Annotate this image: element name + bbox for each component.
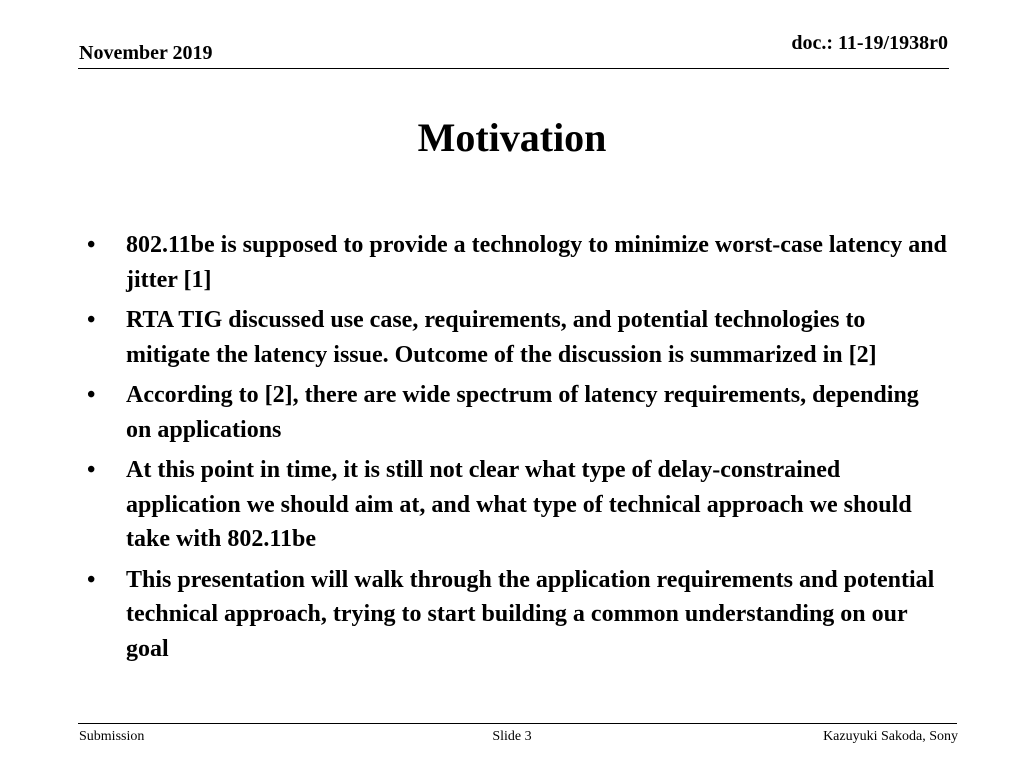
bullet-marker: • (87, 382, 96, 408)
header-divider (78, 68, 949, 69)
bullet-item (80, 453, 950, 557)
header-date: November 2019 (79, 42, 213, 64)
footer-author: Kazuyuki Sakoda, Sony (823, 729, 958, 744)
footer-submission: Submission (79, 729, 145, 744)
bullet-item (80, 303, 950, 372)
bullet-item (80, 563, 950, 667)
bullet-marker: • (87, 566, 96, 593)
bullet-marker: • (87, 232, 96, 258)
bullet-marker: • (87, 307, 96, 333)
bullet-text: 802.11be is supposed to provide a technology to minimize worst-case latency and jitter [1] (126, 232, 947, 293)
header-doc-id: doc.: 11-19/1938r0 (791, 32, 948, 54)
bullet-text: At this point in time, it is still not clear what type of delay-constrained application we should aim at, and what type of technical approach we should take with 802.11be (126, 457, 912, 552)
bullet-item (80, 228, 950, 297)
bullet-marker: • (87, 457, 96, 483)
bullet-text: According to [2], there are wide spectrum of latency requirements, depending on applications (126, 382, 919, 443)
footer-slide-number: Slide 3 (492, 729, 532, 744)
footer-divider (78, 723, 957, 724)
slide-title: Motivation (417, 115, 607, 160)
bullet-item (80, 378, 950, 447)
bullet-text: RTA TIG discussed use case, requirements, and potential technologies to mitigate the latency issue. Outcome of the discussion is summarized in [2] (126, 307, 877, 368)
bullet-text: This presentation will walk through the application requirements and potential technical approach, trying to start building a common understanding on our goal (126, 566, 935, 662)
bullet-list (80, 228, 950, 672)
